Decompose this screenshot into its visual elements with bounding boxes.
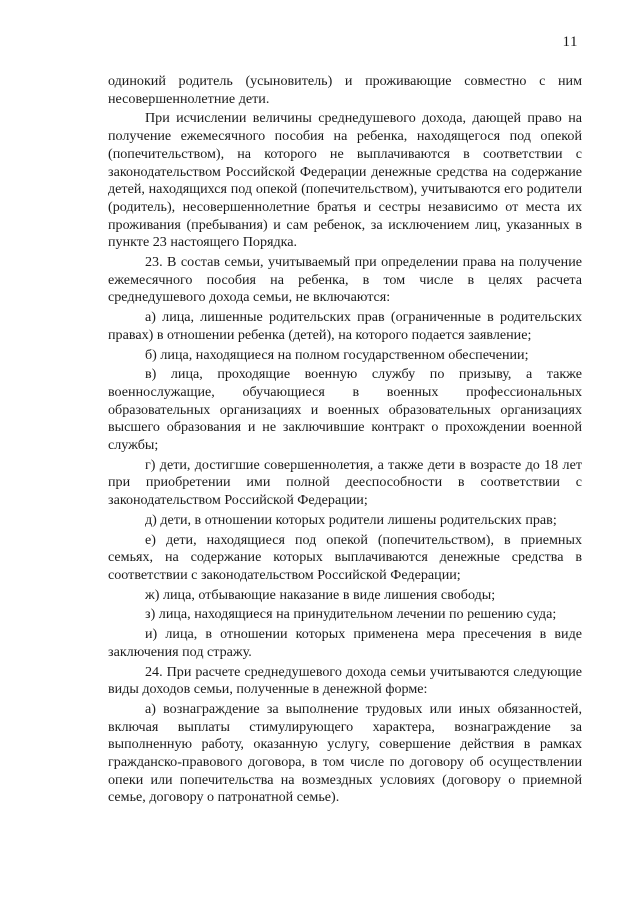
paragraph: 23. В состав семьи, учитываемый при определении права на получение ежемесячного пособия на ребенка, в том числе в целях расчета среднедушевого дохода семьи, не включаются: (108, 254, 582, 306)
document-body (108, 73, 582, 807)
paragraph: а) лица, лишенные родительских прав (ограниченные в родительских правах) в отношении ребенка (детей), на которого подается заявление; (108, 309, 582, 343)
paragraph: б) лица, находящиеся на полном государственном обеспечении; (145, 346, 529, 363)
paragraph: е) дети, находящиеся под опекой (попечительством), в приемных семьях, на содержание которых выплачиваются денежные средства в соответствии с законодательством Российской Федерации; (108, 531, 582, 583)
paragraph: ж) лица, отбывающие наказание в виде лишения свободы; (145, 586, 496, 603)
paragraph: и) лица, в отношении которых применена мера пресечения в виде заключения под стражу. (108, 626, 582, 660)
page-number: 11 (562, 34, 578, 50)
paragraph: одинокий родитель (усыновитель) и проживающие совместно с ним несовершеннолетние дети. (108, 73, 582, 107)
paragraph: г) дети, достигшие совершеннолетия, а также дети в возрасте до 18 лет при приобретении ими полной дееспособности в соответствии с законодательством Российской Федерации; (108, 456, 582, 509)
paragraph: в) лица, проходящие военную службу по призыву, а также военнослужащие, обучающиеся в военных профессиональных образовательных организациях и военных образовательных организациях высшего образования и не заключившие контракт о прохождении военной службы; (108, 366, 582, 454)
paragraph: д) дети, в отношении которых родители лишены родительских прав; (145, 511, 557, 528)
paragraph: з) лица, находящиеся на принудительном лечении по решению суда; (145, 606, 557, 623)
paragraph: При исчислении величины среднедушевого дохода, дающей право на получение ежемесячного пособия на ребенка, находящегося под опекой (попечительством), на которого не выплачиваются в соответствии с законодательством Российской Федерации денежные средства на содержание детей, находящихся под опекой (попечительством), учитываются его родители (родитель), несовершеннолетние братья и сестры независимо от места их проживания (пребывания) и сам ребенок, за исключением лиц, указанных в пункте 23 настоящего Порядка. (108, 110, 582, 251)
paragraph: 24. При расчете среднедушевого дохода семьи учитываются следующие виды доходов семьи, полученные в денежной форме: (108, 663, 582, 698)
paragraph: а) вознаграждение за выполнение трудовых или иных обязанностей, включая выплаты стимулирующего характера, вознаграждение за выполненную работу, оказанную услугу, совершение действия в рамках гражданско-правового договора, в том числе по договору об осуществлении опеки или попечительства на возмездных условиях (договору о приемной семье, договору о патронатной семье). (108, 700, 582, 806)
